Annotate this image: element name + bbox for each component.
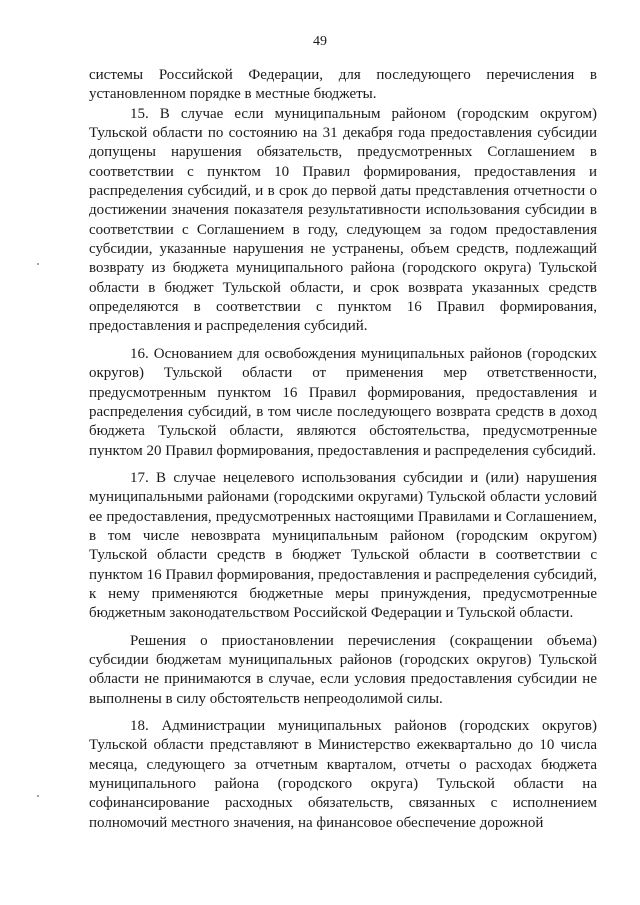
paragraph-17: 17. В случае нецелевого использования субсидии и (или) нарушения муниципальными районами (городскими округами) Тульской области условий ее предоставления, предусмотренных настоящими Правилами и Соглашением, в том числе невозврата муниципальным районом (городским округом) Тульской области средств в бюджет Тульской области в соответствии с пунктом 16 Правил формирования, предоставления и распределения субсидий, к нему применяются бюджетные меры принуждения, предусмотренные бюджетным законодательством Российской Федерации и Тульской области. xyxy=(89,469,597,622)
document-body xyxy=(89,66,597,833)
paragraph-17-decisions: Решения о приостановлении перечисления (сокращении объема) субсидии бюджетам муниципальных районов (городских округов) Тульской области не принимаются в случае, если условия предоставления субсидии не выполнены в силу обстоятельств непреодолимой силы. xyxy=(89,632,597,707)
page-number: 49 xyxy=(313,34,327,49)
paragraph-16: 16. Основанием для освобождения муниципальных районов (городских округов) Тульской области от применения мер ответственности, предусмотренным пунктом 16 Правил формирования, предоставления и распределения субсидий, в том числе последующего возврата средств в доход бюджета Тульской области, являются обстоятельства, предусмотренные пунктом 20 Правил формирования, предоставления и распределения субсидий. xyxy=(89,345,597,459)
scan-artifact-mark xyxy=(37,795,39,797)
paragraph-continuation: системы Российской Федерации, для последующего перечисления в установленном порядке в местные бюджеты. xyxy=(89,67,597,103)
scan-artifact-mark xyxy=(37,263,39,265)
paragraph-15: 15. В случае если муниципальным районом (городским округом) Тульской области по состоянию на 31 декабря года предоставления субсидии допущены нарушения обязательств, предусмотренных Соглашением в соответствии с пунктом 10 Правил формирования, предоставления и распределения субсидий, и в срок до первой даты представления отчетности о достижении значения показателя результативности использования субсидии в соответствии с Соглашением в году, следующем за годом предоставления субсидии, указанные нарушения не устранены, объем средств, подлежащий возврату из бюджета муниципального района (городского округа) Тульской области в бюджет Тульской области, и срок возврата указанных средств определяются в соответствии с пунктом 16 Правил формирования, предоставления и распределения субсидий. xyxy=(89,105,597,335)
paragraph-18: 18. Администрации муниципальных районов (городских округов) Тульской области представляют в Министерство ежеквартально до 10 числа месяца, следующего за отчетным кварталом, отчеты о расходах бюджета муниципального района (городского округа) Тульской области на софинансирование расходных обязательств, связанных с исполнением полномочий местного значения, на финансовое обеспечение дорожной xyxy=(89,718,597,831)
